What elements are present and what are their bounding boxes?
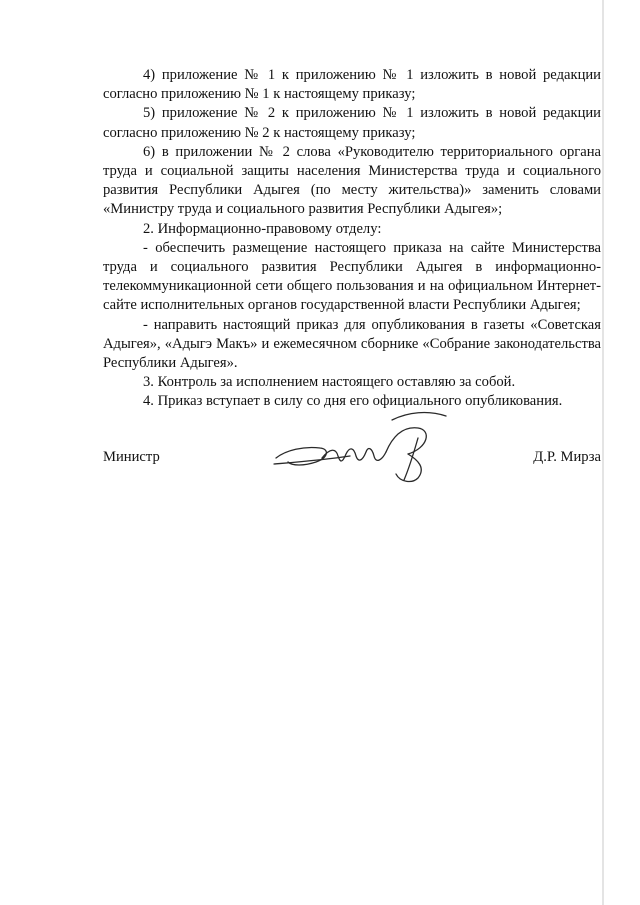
paragraph-section-4: 4. Приказ вступает в силу со дня его официального опубликования.	[143, 393, 563, 410]
paragraph-section-2: 2. Информационно-правовому отделу:	[143, 220, 382, 237]
paragraph-item-5: 5) приложение № 2 к приложению № 1 изложить в новой редакции согласно приложению № 2 к настоящему приказу;	[103, 105, 601, 141]
document-body	[103, 66, 601, 412]
signatory-position: Министр	[103, 449, 160, 465]
paragraph-section-3: 3. Контроль за исполнением настоящего оставляю за собой.	[143, 374, 516, 391]
paragraph-publish-newspapers: - направить настоящий приказ для опубликования в газеты «Советская Адыгея», «Адыгэ Макъ» и ежемесячном сборнике «Собрание законодательства Республики Адыгея».	[103, 316, 601, 372]
paragraph-publish-website: - обеспечить размещение настоящего приказа на сайте Министерства труда и социального развития Республики Адыгея в информационно-телекоммуникационной сети общего пользования и на официальном Интернет-сайте исполнительных органов государственной власти Республики Адыгея;	[103, 239, 601, 314]
signatory-name: Д.Р. Мирза	[533, 449, 601, 465]
handwritten-signature	[268, 408, 448, 488]
page-right-edge	[602, 0, 604, 905]
paragraph-item-6: 6) в приложении № 2 слова «Руководителю территориального органа труда и социальной защиты населения Министерства труда и социального развития Республики Адыгея (по месту жительства)» заменить словами «Министру труда и социального развития Республики Адыгея»;	[103, 143, 601, 218]
paragraph-item-4: 4) приложение № 1 к приложению № 1 изложить в новой редакции согласно приложению № 1 к настоящему приказу;	[103, 67, 601, 103]
